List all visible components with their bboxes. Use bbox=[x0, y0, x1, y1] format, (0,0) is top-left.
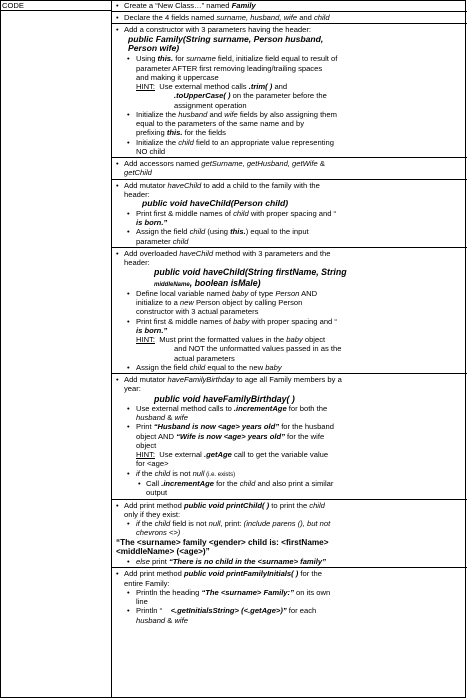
instruction-row-declare-fields: • Declare the 4 fields named surname, husband, wife and child bbox=[112, 12, 467, 24]
sub-item: • Using this. for surname field, initialize field equal to result of parameter AFTER first removing leading/trailing spaces and making it uppercase HINT: Use external method calls .trim( ) and .toUpperCase( ) on the parameter before the assignment operation bbox=[127, 54, 338, 110]
instruction-row-constructor: • Add a constructor with 3 parameters having the header: public Family(String surname, Person husband, Person wife) • Using this. for surname field, initialize field equal to result of parameter AFTER first removing leading/trailing spaces and making it uppercase HINT: Use external method calls .trim( ) and .toUpperCase( ) on the parameter before the assignment operation • Initialize the husband and wife fields by also assigning them equal to the parameters of the same name and by prefixing this. for the fields • Initialize the child field to an appropriate value representing NO child bbox=[112, 24, 467, 158]
bullet-icon: • bbox=[116, 13, 119, 22]
bullet-icon: • bbox=[116, 180, 119, 190]
bullet-icon: • bbox=[116, 375, 119, 385]
bullet-icon: • bbox=[127, 362, 130, 372]
sub-item: • Use external method calls to .incrementAge for both the husband & wife bbox=[127, 403, 328, 423]
instruction-row-print-initials: • Add print method public void printFamilyInitials( ) for the entire Family: • Println the heading “The <surname> Family:” on its own line • Println “ <.getInitialsString> (<.getAge>)” for each husband & wife bbox=[112, 568, 467, 626]
sub-item: • if the child is not null (i.e. exists) • Call .incrementAge for the child and also print a similar output bbox=[124, 469, 463, 498]
overloaded-signature: public void haveChild(String firstName, String bbox=[154, 267, 347, 278]
instruction-row-have-child-overloaded: • Add overloaded haveChild method with 3 parameters and the header: public void haveChild(String firstName, String middleName, boolean isMale) • Define local variable named baby of type Person AND initialize to a new Person object by calling Person constructor with 3 actual parameters • Print first & middle names of baby with proper spacing and “ is born.” HINT: Must print the formatted values in the baby object and NOT the unformatted values passed in as the actual parameters • Assign the field child equal to the new baby bbox=[112, 248, 467, 374]
instruction-row-print-child: • Add print method public void printChild( ) to print the child only if they exist: • if the child field is not null, print: (include parens (), but not chevrons <>) “The <surname> family <gender> child is: <firstName> <middleName> (<age>)” • else print “There is no child in the <surname> family” bbox=[112, 500, 467, 569]
bullet-icon: • bbox=[127, 519, 130, 529]
sub-item: • Initialize the husband and wife fields by also assigning them equal to the parameters of the same name and by prefixing this. for the fields bbox=[127, 109, 337, 138]
bullet-icon: • bbox=[127, 227, 130, 237]
bullet-icon: • bbox=[127, 109, 130, 119]
print-child-format: “The <surname> family <gender> child is: <firstName> bbox=[116, 537, 329, 547]
sub-item: • else print “There is no child in the <surname> family” bbox=[127, 557, 326, 567]
sub-item: • Println “ <.getInitialsString> (<.getAge>)” for each husband & wife bbox=[127, 606, 317, 625]
sub-item: • Define local variable named baby of type Person AND initialize to a new Person object by calling Person constructor with 3 actual parameters bbox=[127, 288, 318, 317]
constructor-signature: public Family(String surname, Person husband, bbox=[128, 33, 324, 44]
sub-item: • Print “Husband is now <age> years old” for the husband object AND “Wife is now <age> years old” for the wife object HINT: Use external .getAge call to get the variable value for <age> bbox=[127, 422, 334, 469]
label-column bbox=[1, 1, 112, 697]
bullet-icon: • bbox=[138, 479, 141, 489]
instructions-column bbox=[112, 1, 467, 699]
bullet-icon: • bbox=[127, 288, 130, 298]
have-child-signature: public void haveChild(Person child) bbox=[142, 198, 289, 208]
bullet-icon: • bbox=[116, 248, 119, 258]
sub-item: • if the child field is not null, print: (include parens (), but not chevrons <>) bbox=[127, 519, 331, 538]
instruction-row-accessors: • Add accessors named getSurname, getHusband, getWife & getChild bbox=[112, 158, 467, 180]
bullet-icon: • bbox=[127, 208, 130, 218]
bullet-icon: • bbox=[116, 25, 119, 35]
bullet-icon: • bbox=[127, 468, 130, 478]
bullet-icon: • bbox=[127, 137, 130, 147]
sub-item: • Println the heading “The <surname> Family:” on its own line bbox=[127, 587, 331, 607]
bullet-icon: • bbox=[127, 557, 130, 567]
instruction-row-family-birthday: • Add mutator haveFamilyBirthday to age all Family members by a year: public void haveFamilyBirthday( ) • Use external method calls to .incrementAge for both the husband & wife • Print “Husband is now <age> years old” for the husband object AND “Wife is now <age> years old” for the wife object HINT: Use external .getAge call to get the variable value for <age> • if the child is not null (i.e. exists) • Call .incrementAge for the child and also print a similar output bbox=[112, 374, 467, 499]
sub-item: • Initialize the child field to an appropriate value representing NO child bbox=[127, 137, 334, 156]
sub-item: • Assign the field child equal to the new baby bbox=[127, 362, 282, 372]
family-birthday-signature: public void haveFamilyBirthday( ) bbox=[154, 393, 295, 404]
instruction-row-have-child: • Add mutator haveChild to add a child to the family with the header: public void haveChild(Person child) • Print first & middle names of child with proper spacing and “ is born.” • Assign the field child (using this.) equal to the input parameter child bbox=[112, 180, 467, 248]
code-label: CODE bbox=[1, 1, 112, 11]
bullet-icon: • bbox=[116, 1, 119, 10]
sub-item: • Print first & middle names of child with proper spacing and “ is born.” bbox=[127, 208, 337, 228]
bullet-icon: • bbox=[127, 422, 130, 432]
bullet-icon: • bbox=[127, 54, 130, 64]
instruction-row-create-class: • Create a “New Class…” named Family bbox=[112, 1, 467, 12]
sub-item: • Assign the field child (using this.) equal to the input parameter child bbox=[127, 227, 309, 246]
bullet-icon: • bbox=[127, 587, 130, 597]
bullet-icon: • bbox=[127, 403, 130, 413]
bullet-icon: • bbox=[116, 500, 119, 510]
bullet-icon: • bbox=[127, 606, 130, 616]
sub-sub-item: • Call .incrementAge for the child and also print a similar output bbox=[138, 479, 334, 498]
bullet-icon: • bbox=[127, 316, 130, 326]
bullet-icon: • bbox=[116, 569, 119, 579]
sub-item: • Print first & middle names of baby with proper spacing and “ is born.” HINT: Must print the formatted values in the baby object and NOT the unformatted values passed in as the actual parameters bbox=[127, 316, 342, 363]
bullet-icon: • bbox=[116, 159, 119, 168]
